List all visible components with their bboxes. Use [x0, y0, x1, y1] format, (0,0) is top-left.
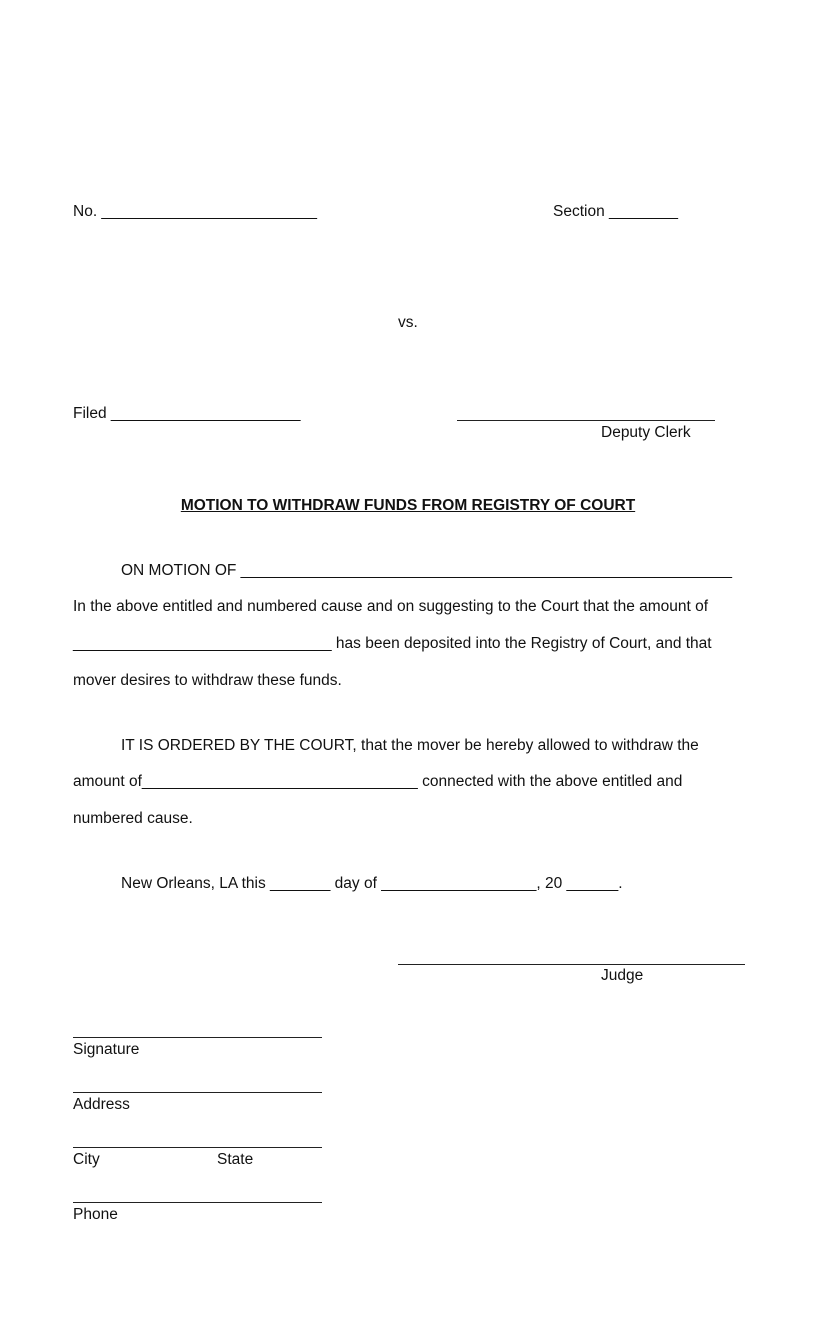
signature-label: Signature — [73, 1041, 140, 1058]
address-line — [73, 1092, 322, 1093]
versus-label: vs. — [398, 314, 418, 331]
state-label: State — [217, 1151, 254, 1168]
deputy-clerk-signature-line — [457, 420, 715, 421]
document-title: MOTION TO WITHDRAW FUNDS FROM REGISTRY OF COURT — [180, 497, 636, 514]
case-number-field: No. _________________________ — [73, 203, 317, 220]
judge-signature-line — [398, 964, 745, 965]
signature-line — [73, 1037, 322, 1038]
date-line: New Orleans, LA this _______ day of __________________, 20 ______. — [121, 875, 623, 892]
motion-of-line: ON MOTION OF _________________________________________________________ — [121, 562, 733, 579]
section-field: Section ________ — [553, 203, 678, 220]
motion-text-line-3: ______________________________ has been deposited into the Registry of Court, and that — [73, 635, 712, 652]
phone-line — [73, 1202, 322, 1203]
filed-field: Filed ______________________ — [73, 405, 301, 422]
phone-label: Phone — [73, 1206, 118, 1223]
address-label: Address — [73, 1096, 130, 1113]
order-text-line-1: IT IS ORDERED BY THE COURT, that the mover be hereby allowed to withdraw the — [121, 737, 699, 754]
city-state-line — [73, 1147, 322, 1148]
order-text-line-2: amount of________________________________ connected with the above entitled and — [73, 773, 683, 790]
motion-text-line-4: mover desires to withdraw these funds. — [73, 672, 342, 689]
judge-label: Judge — [601, 967, 644, 984]
deputy-clerk-label: Deputy Clerk — [601, 424, 691, 441]
order-text-line-3: numbered cause. — [73, 810, 193, 827]
city-label: City — [73, 1151, 100, 1168]
motion-text-line-2: In the above entitled and numbered cause and on suggesting to the Court that the amount of — [73, 598, 709, 615]
